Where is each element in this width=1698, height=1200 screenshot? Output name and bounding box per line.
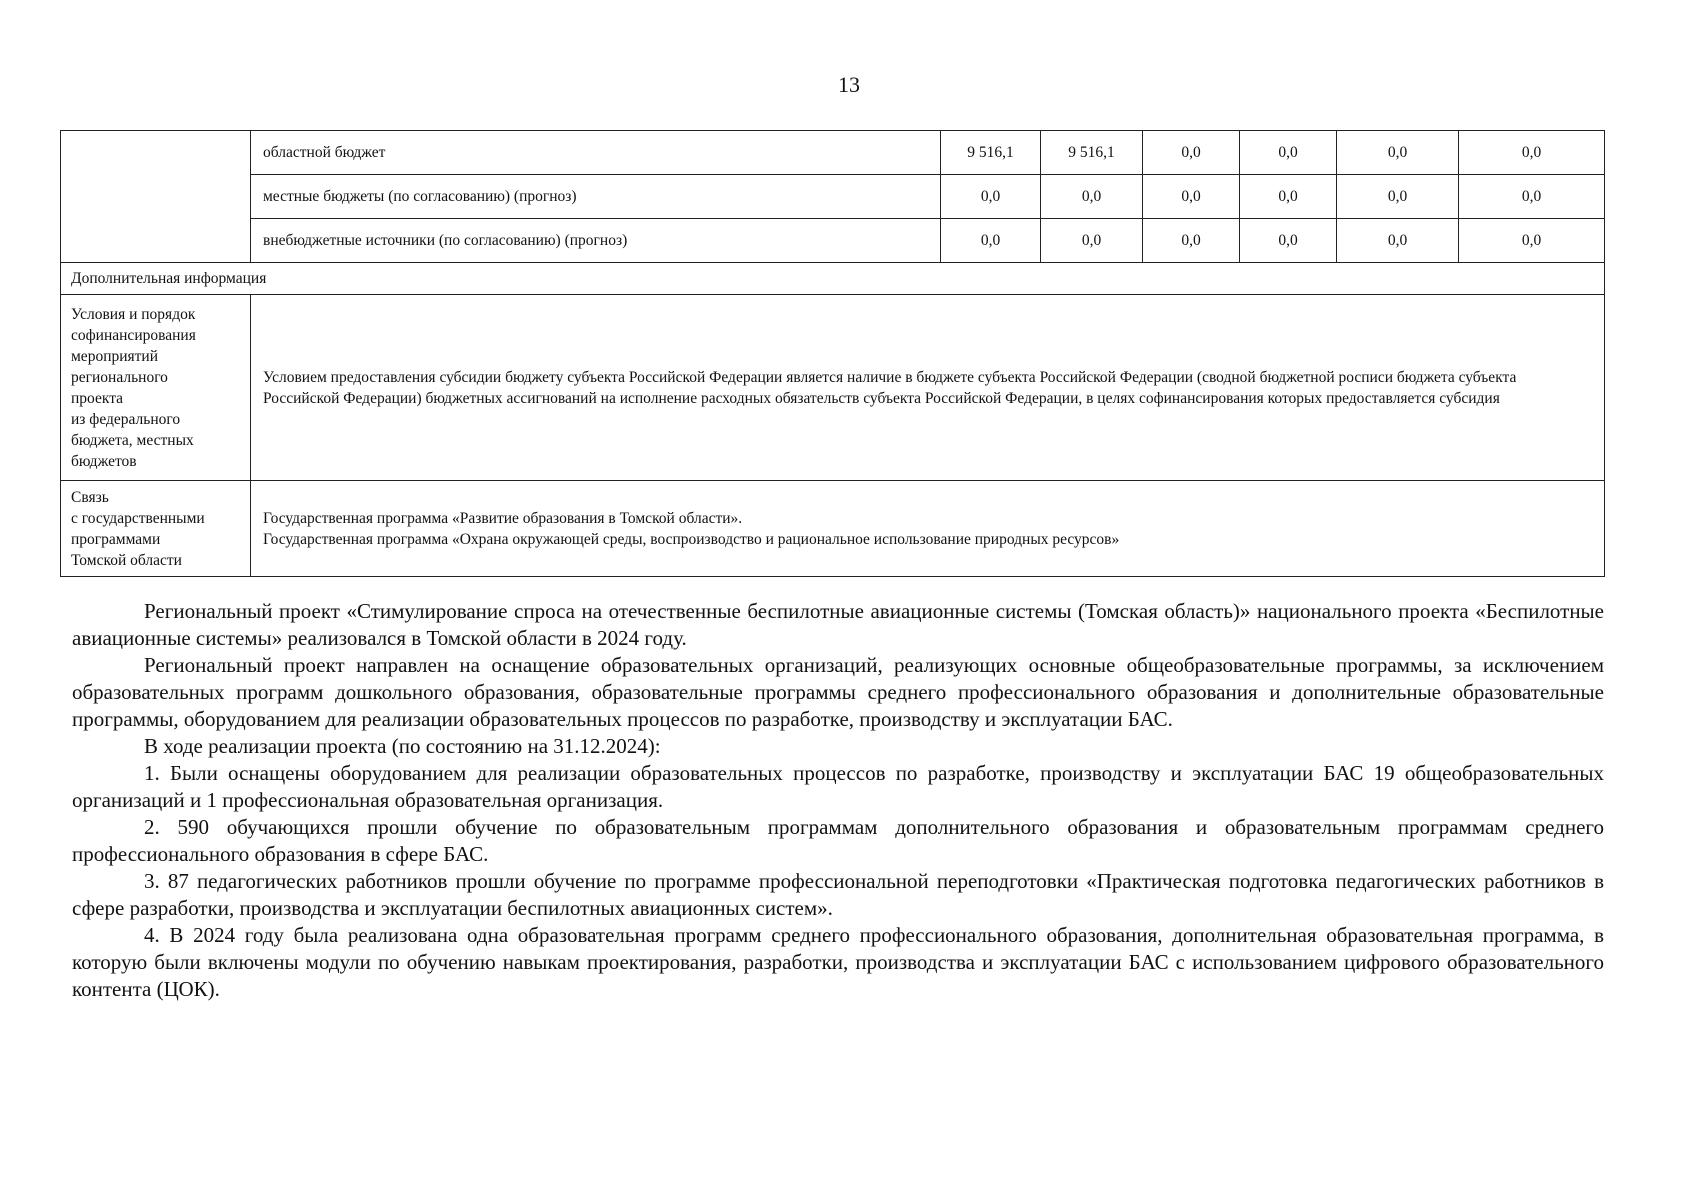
paragraph: 1. Были оснащены оборудованием для реализации образовательных процессов по разработке, производству и эксплуатации БАС 19 общеобразовательных организаций и 1 профессиональная образовательная организация. <box>72 761 1604 812</box>
finance-row-regional <box>61 131 1605 175</box>
label-line: проекта <box>71 389 124 407</box>
financing-table <box>60 130 1605 577</box>
finance-row-label: внебюджетные источники (по согласованию) (прогноз) <box>251 219 941 263</box>
label-line: бюджета, местных <box>71 431 194 449</box>
state-programs-row <box>61 481 1605 577</box>
label-line: Условия и порядок <box>71 305 196 323</box>
finance-value: 0,0 <box>1337 219 1459 263</box>
paragraph: Региональный проект «Стимулирование спроса на отечественные беспилотные авиационные системы (Томская область)» национального проекта «Беспилотные авиационные системы» реализовался в Томской области в 2024 году. <box>72 599 1604 650</box>
label-line: мероприятий <box>71 347 159 365</box>
paragraph: 2. 590 обучающихся прошли обучение по образовательным программам дополнительного образования и образовательным программам среднего профессионального образования в сфере БАС. <box>72 815 1604 866</box>
finance-value: 0,0 <box>1143 131 1240 175</box>
finance-group-cell <box>61 131 251 263</box>
finance-value: 0,0 <box>941 175 1041 219</box>
finance-value: 0,0 <box>1337 175 1459 219</box>
finance-row-local <box>61 175 1605 219</box>
finance-value: 0,0 <box>1459 131 1605 175</box>
state-programs-text <box>251 481 1605 577</box>
cofinancing-row <box>61 295 1605 481</box>
finance-value: 0,0 <box>1143 219 1240 263</box>
paragraph: В ходе реализации проекта (по состоянию на 31.12.2024): <box>144 734 661 758</box>
label-line: Томской области <box>71 551 182 569</box>
finance-value: 0,0 <box>1143 175 1240 219</box>
paragraph: 3. 87 педагогических работников прошли обучение по программе профессиональной переподготовки «Практическая подготовка педагогических работников в сфере разработки, производства и эксплуатации беспилотных авиационных систем». <box>72 869 1604 920</box>
label-line: софинансирования <box>71 326 196 344</box>
finance-value: 0,0 <box>1041 219 1143 263</box>
finance-value: 0,0 <box>1240 175 1337 219</box>
finance-value: 0,0 <box>1240 219 1337 263</box>
finance-value: 0,0 <box>1459 175 1605 219</box>
cofinancing-label <box>61 295 251 481</box>
finance-value: 0,0 <box>1240 131 1337 175</box>
state-program-line: Государственная программа «Охрана окружающей среды, воспроизводство и рациональное использование природных ресурсов» <box>263 530 1120 548</box>
label-line: с государственными <box>71 509 205 527</box>
finance-value: 9 516,1 <box>941 131 1041 175</box>
finance-value: 0,0 <box>941 219 1041 263</box>
label-line: из федерального <box>71 410 181 428</box>
label-line: бюджетов <box>71 452 137 470</box>
finance-row-extrabudgetary <box>61 219 1605 263</box>
additional-info-header: Дополнительная информация <box>61 263 1605 295</box>
finance-value: 0,0 <box>1459 219 1605 263</box>
label-line: Связь <box>71 488 109 506</box>
paragraph: Региональный проект направлен на оснащение образовательных организаций, реализующих основные общеобразовательные программы, за исключением образовательных программ дошкольного образования, образовательные программы среднего профессионального образования и дополнительные образовательные программы, оборудованием для реализации образовательных процессов по разработке, производству и эксплуатации БАС. <box>72 653 1604 731</box>
paragraph: 4. В 2024 году была реализована одна образовательная программ среднего профессионального образования, дополнительная образовательная программа, в которую были включены модули по обучению навыкам проектирования, разработки, производства и эксплуатации БАС с использованием цифрового образовательного контента (ЦОК). <box>72 923 1604 1001</box>
additional-info-row <box>61 263 1605 295</box>
finance-row-label: местные бюджеты (по согласованию) (прогноз) <box>251 175 941 219</box>
finance-value: 0,0 <box>1041 175 1143 219</box>
finance-value: 9 516,1 <box>1041 131 1143 175</box>
label-line: регионального <box>71 368 168 386</box>
state-program-line: Государственная программа «Развитие образования в Томской области». <box>263 509 743 527</box>
finance-row-label: областной бюджет <box>251 131 941 175</box>
cofinancing-text: Условием предоставления субсидии бюджету субъекта Российской Федерации является наличие в бюджете субъекта Российской Федерации (сводной бюджетной росписи бюджета субъекта Российской Федерации) бюджетных ассигнований на исполнение расходных обязательств субъекта Российской Федерации, в целях софинансирования которых предоставляется субсидия <box>251 295 1605 481</box>
page-number: 13 <box>838 72 860 97</box>
label-line: программами <box>71 530 161 548</box>
state-programs-label <box>61 481 251 577</box>
body-text <box>72 598 1604 1003</box>
finance-value: 0,0 <box>1337 131 1459 175</box>
